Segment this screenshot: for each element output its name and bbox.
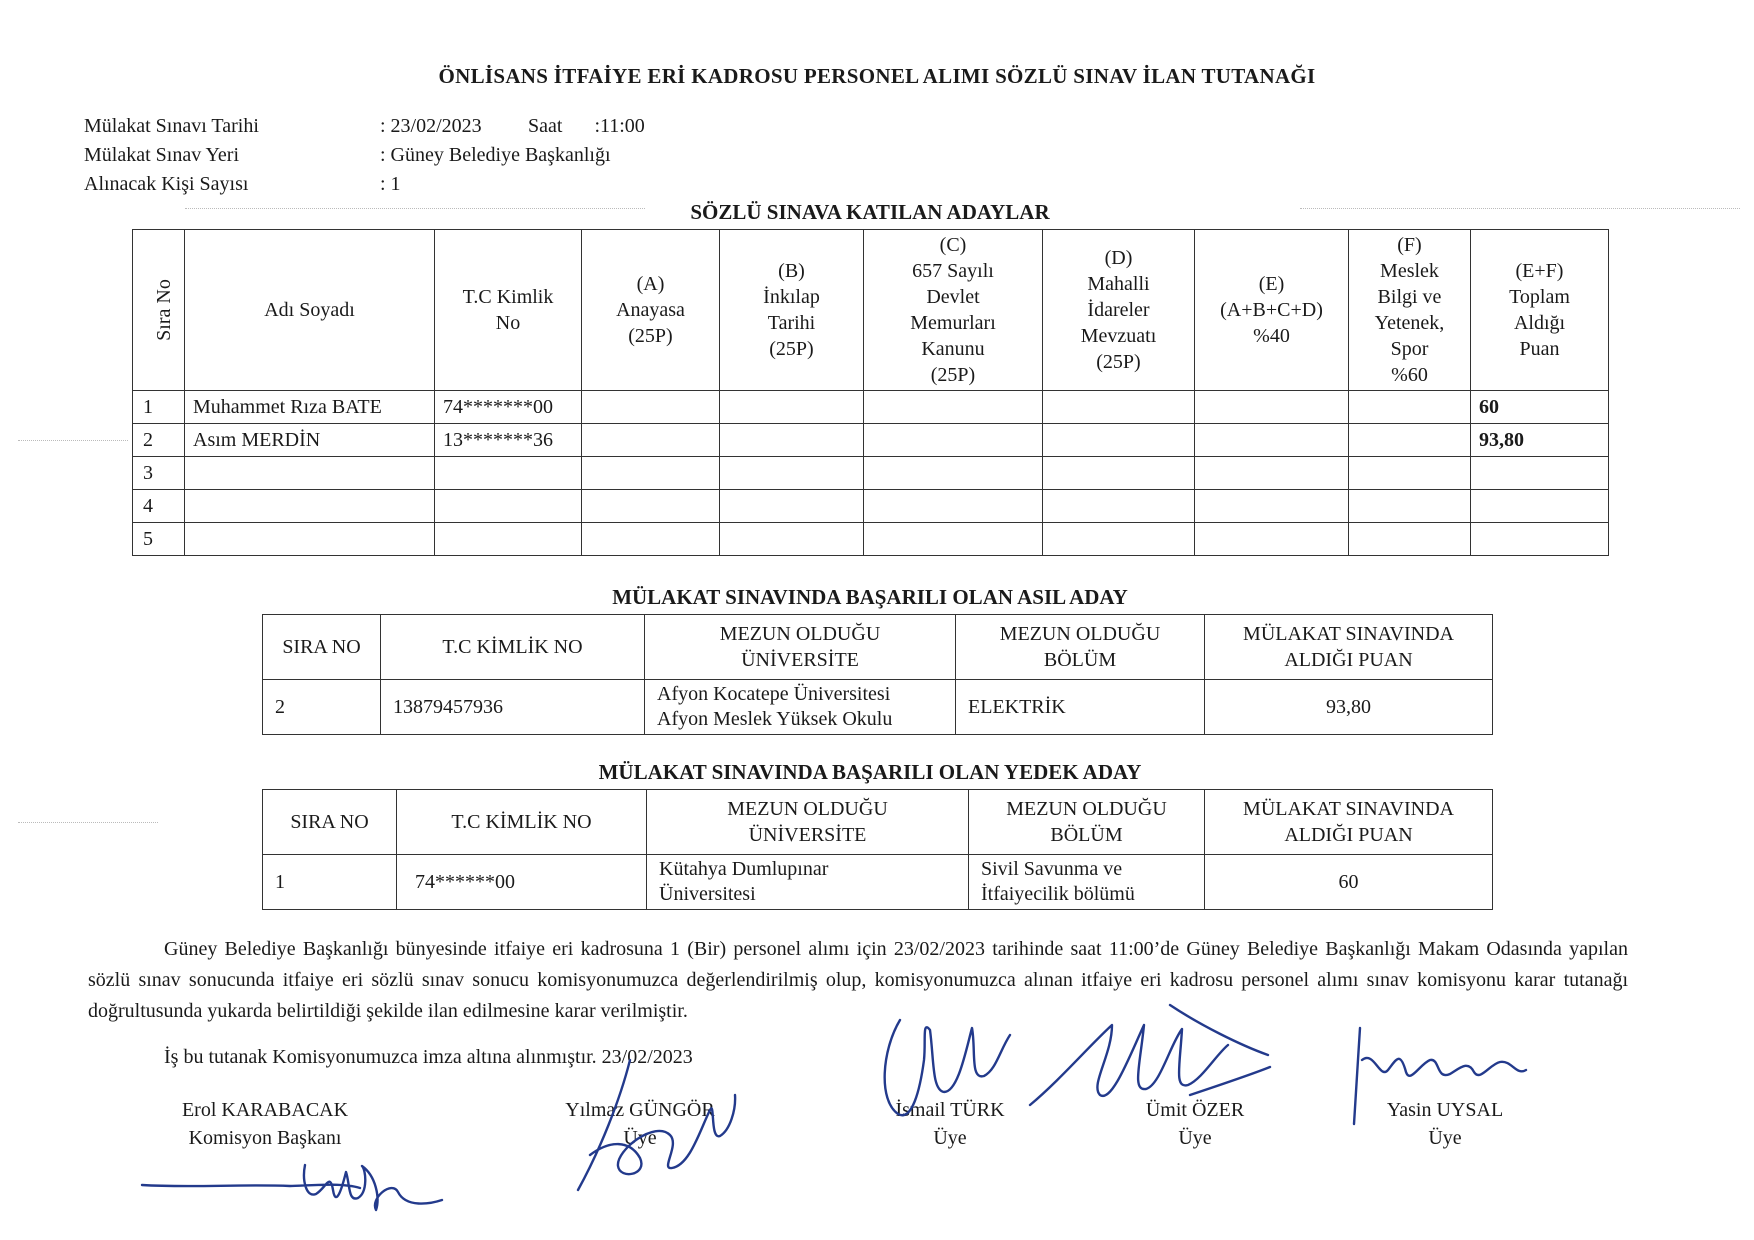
cell-total	[1471, 490, 1609, 523]
table-row	[133, 457, 1609, 490]
header-sira-no: SIRA NO	[263, 790, 397, 855]
cell-e	[1195, 457, 1349, 490]
document-title: ÖNLİSANS İTFAİYE ERİ KADROSU PERSONEL ALIMI SÖZLÜ SINAV İLAN TUTANAĞI	[438, 64, 1316, 88]
cell-a	[582, 457, 720, 490]
member-name: Yılmaz GÜNGÖR	[565, 1099, 715, 1121]
cell-a	[582, 523, 720, 556]
cell-department: ELEKTRİK	[956, 680, 1205, 735]
cell-sira: 1	[263, 855, 397, 910]
exam-date-label: Mülakat Sınavı Tarihi	[84, 115, 259, 137]
header-a: (A) Anayasa (25P)	[582, 230, 720, 391]
cell-total	[1471, 523, 1609, 556]
cell-sira: 4	[133, 490, 185, 523]
reserve-header-row	[263, 790, 1493, 855]
header-university: MEZUN OLDUĞU ÜNİVERSİTE	[647, 790, 969, 855]
cell-d	[1043, 523, 1195, 556]
cell-d	[1043, 391, 1195, 424]
cell-name: Muhammet Rıza BATE	[185, 391, 435, 424]
cell-tc: 74*******00	[435, 391, 582, 424]
cell-a	[582, 424, 720, 457]
header-name: Adı Soyadı	[185, 230, 435, 391]
exam-place-label: Mülakat Sınav Yeri	[84, 144, 239, 166]
cell-total: 60	[1471, 391, 1609, 424]
header-score: MÜLAKAT SINAVINDA ALDIĞI PUAN	[1205, 615, 1493, 680]
header-department: MEZUN OLDUĞU BÖLÜM	[969, 790, 1205, 855]
cell-e	[1195, 424, 1349, 457]
reserve-section-title: MÜLAKAT SINAVINDA BAŞARILI OLAN YEDEK ADAY	[598, 760, 1142, 784]
cell-tc	[435, 523, 582, 556]
cell-d	[1043, 424, 1195, 457]
candidates-header-row	[133, 230, 1609, 391]
cell-b	[720, 391, 864, 424]
person-count-value: : 1	[380, 173, 401, 195]
cell-b	[720, 523, 864, 556]
header-university: MEZUN OLDUĞU ÜNİVERSİTE	[645, 615, 956, 680]
header-sira-no: Sıra No	[133, 230, 185, 391]
table-row	[133, 490, 1609, 523]
header-tc: T.C KİMLİK NO	[381, 615, 645, 680]
signoff-line: İş bu tutanak Komisyonumuzca imza altına alınmıştır. 23/02/2023	[164, 1046, 693, 1068]
cell-b	[720, 424, 864, 457]
member-role: Üye	[933, 1127, 967, 1149]
cell-f	[1349, 523, 1471, 556]
cell-b	[720, 457, 864, 490]
cell-tc: 13879457936	[381, 680, 645, 735]
member-name: Ümit ÖZER	[1145, 1099, 1245, 1121]
cell-e	[1195, 391, 1349, 424]
header-c: (C) 657 Sayılı Devlet Memurları Kanunu (25P)	[864, 230, 1043, 391]
cell-tc	[435, 457, 582, 490]
cell-c	[864, 490, 1043, 523]
exam-time	[528, 115, 645, 138]
cell-score: 93,80	[1205, 680, 1493, 735]
cell-name	[185, 490, 435, 523]
exam-date-value: : 23/02/2023	[380, 115, 482, 137]
cell-sira: 2	[133, 424, 185, 457]
scan-artifact-line	[18, 822, 158, 823]
cell-b	[720, 490, 864, 523]
cell-score: 60	[1205, 855, 1493, 910]
signature-member-5	[1340, 1020, 1540, 1140]
principal-candidate-table	[262, 614, 1493, 735]
cell-university: Kütahya Dumlupınar Üniversitesi	[647, 855, 969, 910]
header-tc: T.C Kimlik No	[435, 230, 582, 391]
table-row	[263, 680, 1493, 735]
header-tc: T.C KİMLİK NO	[397, 790, 647, 855]
cell-d	[1043, 490, 1195, 523]
signature-chair	[130, 1080, 450, 1230]
decision-paragraph	[88, 934, 1628, 1027]
decision-text: Güney Belediye Başkanlığı bünyesinde itfaiye eri kadrosuna 1 (Bir) personel alımı için 23/02/2023 tarihinde saat 11:00’de Güney Belediye Başkanlığı Makam Odasında yapılan sözlü sınav sonucunda itfaiye eri sözlü sınav sonucu komisyonumuzca değerlendirilmiş olup, komisyonumuzca alınan itfaiye eri kadrosu personel alımı sınav komisyonu karar tutanağı doğrultusunda yukarda belirtildiği şekilde ilan edilmesine karar verilmiştir.	[88, 938, 1628, 1022]
cell-name	[185, 457, 435, 490]
member-role: Üye	[1178, 1127, 1212, 1149]
scan-artifact-line	[18, 440, 128, 441]
header-department: MEZUN OLDUĞU BÖLÜM	[956, 615, 1205, 680]
cell-c	[864, 424, 1043, 457]
cell-c	[864, 391, 1043, 424]
member-name: Erol KARABACAK	[181, 1099, 349, 1121]
signature-member-2	[560, 1040, 780, 1200]
scan-artifact-line	[1300, 208, 1740, 209]
member-name: Yasin UYSAL	[1386, 1099, 1504, 1121]
member-role: Üye	[1428, 1127, 1462, 1149]
header-ef: (E+F) Toplam Aldığı Puan	[1471, 230, 1609, 391]
header-sira-no: SIRA NO	[263, 615, 381, 680]
header-f: (F) Meslek Bilgi ve Yetenek, Spor %60	[1349, 230, 1471, 391]
cell-d	[1043, 457, 1195, 490]
principal-header-row	[263, 615, 1493, 680]
member-role: Üye	[623, 1127, 657, 1149]
cell-university: Afyon Kocatepe Üniversitesi Afyon Meslek Yüksek Okulu	[645, 680, 956, 735]
header-e: (E) (A+B+C+D) %40	[1195, 230, 1349, 391]
cell-tc: 74******00	[397, 855, 647, 910]
candidates-table	[132, 229, 1609, 556]
table-row	[133, 424, 1609, 457]
cell-tc: 13*******36	[435, 424, 582, 457]
cell-sira: 1	[133, 391, 185, 424]
cell-e	[1195, 490, 1349, 523]
candidates-section-title: SÖZLÜ SINAVA KATILAN ADAYLAR	[690, 200, 1050, 224]
signature-member-3	[860, 990, 1030, 1130]
cell-sira: 2	[263, 680, 381, 735]
cell-total: 93,80	[1471, 424, 1609, 457]
reserve-candidate-table	[262, 789, 1493, 910]
table-row	[133, 523, 1609, 556]
cell-e	[1195, 523, 1349, 556]
exam-time-value: :11:00	[594, 115, 645, 137]
cell-c	[864, 523, 1043, 556]
cell-f	[1349, 490, 1471, 523]
exam-time-label: Saat	[528, 115, 563, 137]
exam-place-value: : Güney Belediye Başkanlığı	[380, 144, 611, 166]
cell-name	[185, 523, 435, 556]
cell-c	[864, 457, 1043, 490]
cell-f	[1349, 457, 1471, 490]
principal-section-title: MÜLAKAT SINAVINDA BAŞARILI OLAN ASIL ADAY	[612, 585, 1128, 609]
header-score: MÜLAKAT SINAVINDA ALDIĞI PUAN	[1205, 790, 1493, 855]
cell-sira: 5	[133, 523, 185, 556]
signature-member-4	[1020, 985, 1280, 1125]
header-d: (D) Mahalli İdareler Mevzuatı (25P)	[1043, 230, 1195, 391]
member-name: İsmail TÜRK	[895, 1099, 1005, 1121]
cell-department: Sivil Savunma ve İtfaiyecilik bölümü	[969, 855, 1205, 910]
cell-total	[1471, 457, 1609, 490]
table-row	[263, 855, 1493, 910]
cell-a	[582, 490, 720, 523]
cell-f	[1349, 424, 1471, 457]
cell-a	[582, 391, 720, 424]
person-count-label: Alınacak Kişi Sayısı	[84, 173, 249, 195]
member-role: Komisyon Başkanı	[188, 1127, 342, 1149]
cell-tc	[435, 490, 582, 523]
cell-name: Asım MERDİN	[185, 424, 435, 457]
cell-sira: 3	[133, 457, 185, 490]
table-row	[133, 391, 1609, 424]
header-b: (B) İnkılap Tarihi (25P)	[720, 230, 864, 391]
cell-f	[1349, 391, 1471, 424]
